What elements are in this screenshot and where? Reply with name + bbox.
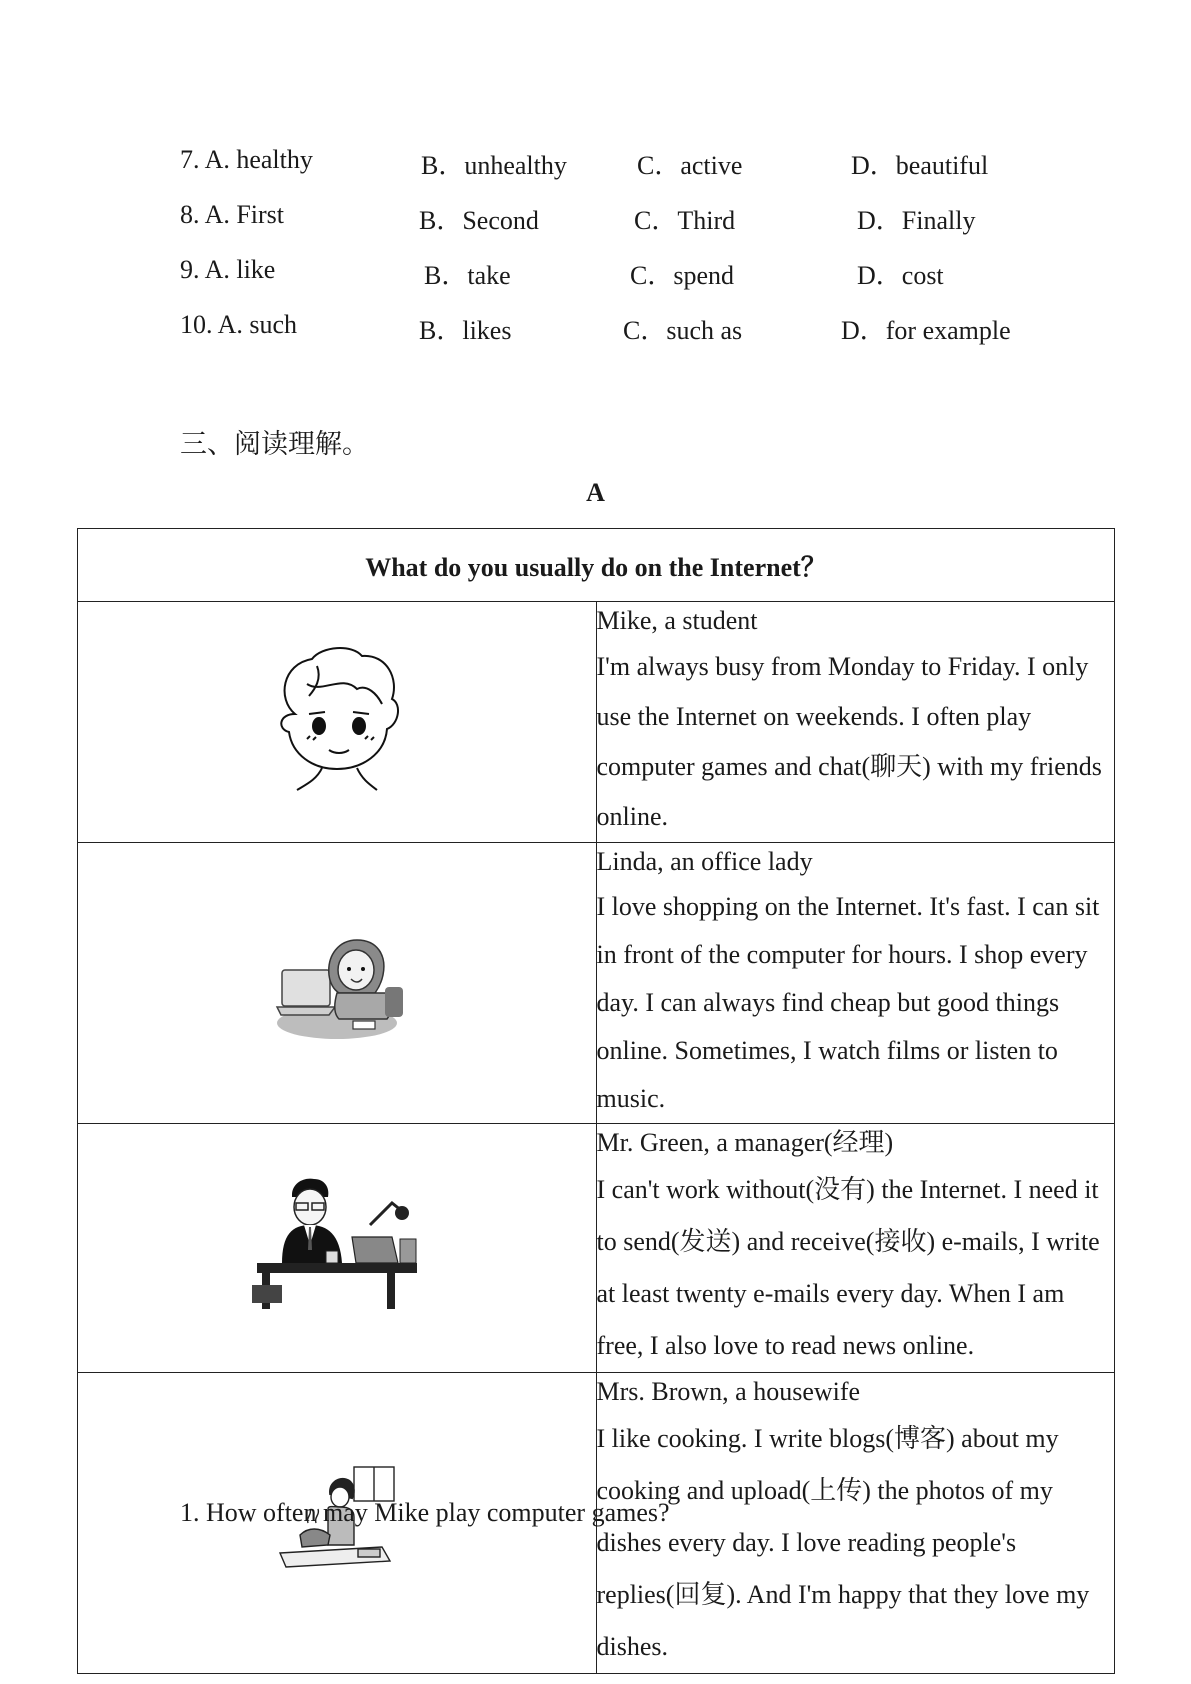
text-cell bbox=[596, 1373, 1115, 1674]
option-d: D．cost bbox=[857, 261, 944, 290]
option-d: D．beautiful bbox=[851, 151, 989, 180]
passage-label: A bbox=[586, 478, 605, 507]
image-cell bbox=[78, 843, 597, 1124]
image-cell bbox=[78, 602, 597, 843]
option-a: 9. A. like bbox=[180, 255, 276, 284]
speaker-text: I can't work without(没有) the Internet. I need it to send(发送) and receive(接收) e-mails, I write at least twenty e-mails every day. When I am free, I also love to read news online. bbox=[596, 1175, 1100, 1360]
option-row-9 bbox=[0, 255, 1191, 295]
option-a: 7. A. healthy bbox=[180, 145, 313, 174]
speaker-text: I love shopping on the Internet. It's fast. I can sit in front of the computer for hours. I shop every day. I can always find cheap but good things online. Sometimes, I watch films or listen to music. bbox=[596, 892, 1100, 1113]
option-row-10 bbox=[0, 310, 1191, 350]
option-c: C．Third bbox=[634, 206, 736, 235]
table-row bbox=[78, 843, 1115, 1124]
question-1: 1. How often may Mike play computer games? bbox=[180, 1498, 670, 1527]
option-b: B．Second bbox=[419, 206, 539, 235]
option-d: D．for example bbox=[841, 316, 1011, 345]
option-c: C．such as bbox=[623, 316, 743, 345]
manager-desk-icon bbox=[252, 1175, 422, 1315]
image-cell bbox=[78, 1124, 597, 1373]
speaker-text: I'm always busy from Monday to Friday. I only use the Internet on weekends. I often play computer games and chat(聊天) with my friends online. bbox=[596, 652, 1102, 831]
option-row-8 bbox=[0, 200, 1191, 240]
option-a: 8. A. First bbox=[180, 200, 285, 229]
speaker-text: I like cooking. I write blogs(博客) about my cooking and upload(上传) the photos of my dishes every day. I love reading people's replies(回复). And I'm happy that they love my dishes. bbox=[596, 1424, 1090, 1661]
section-heading: 三、阅读理解。 bbox=[180, 429, 369, 459]
table-row bbox=[78, 602, 1115, 843]
option-b: B．take bbox=[424, 261, 511, 290]
text-cell bbox=[596, 602, 1115, 843]
option-c: C．active bbox=[637, 151, 743, 180]
option-a: 10. A. such bbox=[180, 310, 297, 339]
option-b: B．likes bbox=[419, 316, 512, 345]
speaker-name: Linda, an office lady bbox=[596, 847, 813, 876]
option-d: D．Finally bbox=[857, 206, 976, 235]
text-cell bbox=[596, 843, 1115, 1124]
speaker-name: Mr. Green, a manager(经理) bbox=[596, 1128, 894, 1157]
option-b: B．unhealthy bbox=[421, 151, 567, 180]
option-c: C．spend bbox=[630, 261, 735, 290]
text-cell bbox=[596, 1124, 1115, 1373]
boy-face-icon bbox=[267, 644, 407, 794]
speaker-name: Mrs. Brown, a housewife bbox=[596, 1377, 861, 1406]
table-row bbox=[78, 1124, 1115, 1373]
table-title: What do you usually do on the Internet？ bbox=[78, 529, 1115, 602]
table-header-row bbox=[78, 529, 1115, 602]
speaker-name: Mike, a student bbox=[596, 606, 758, 635]
option-row-7 bbox=[0, 145, 1191, 185]
woman-laptop-icon bbox=[267, 915, 407, 1045]
